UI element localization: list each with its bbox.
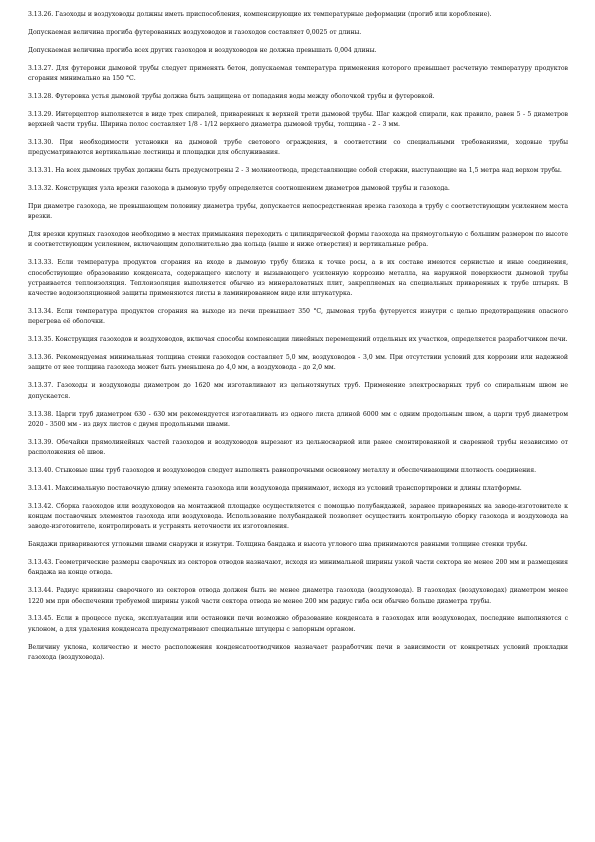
paragraph: 3.13.40. Стыковые швы труб газоходов и воздуховодов следует выполнять равнопрочными основному металлу и обеспечивающими плотность соединения. <box>28 466 537 474</box>
paragraph: Допускаемая величина прогиба футерованных воздуховодов и газоходов составляет 0,0025 от длины. <box>28 28 362 36</box>
paragraph: 3.13.33. Если температура продуктов сгорания на входе в дымовую трубу близка к точке росы, а в их составе имеются сернистые и иные соединения, способствующие образованию конденсата, содержащего кислоту и вызывающего усиленную коррозию металла, на наружной поверхности дымовой трубы устраивается теплоизоляция. Теплоизоляция выполняется обычно из минераловатных плит, закрепляемых на специальных приваренных к трубе штырях. В качестве водоизоляционной защиты применяются листы в ламинированном виде или штукатурка. <box>28 259 568 298</box>
paragraph: Для врезки крупных газоходов необходимо в местах примыкания переходить с цилиндрической формы газохода на прямоугольную с большим размером по высоте и соответствующим усилением, включающим дополнительно два кольца (выше и ниже отверстия) и вертикальные ребра. <box>28 231 568 249</box>
paragraph: 3.13.27. Для футеровки дымовой трубы следует применять бетон, допускаемая температура применения которого превышает расчетную температуру продуктов сгорания минимально на 150 °С. <box>28 64 568 82</box>
paragraph: 3.13.36. Рекомендуемая минимальная толщина стенки газоходов составляет 5,0 мм, воздуховодов - 3,0 мм. При отсутствии условий для коррозии или надежной защите от нее толщина газохода может быть уменьшена до 4,0 мм, а воздуховода - до 2,0 мм. <box>28 354 568 372</box>
paragraph: 3.13.26. Газоходы и воздуховоды должны иметь приспособления, компенсирующие их температурные деформации (прогиб или коробление). <box>28 11 492 18</box>
paragraph: 3.13.30. При необходимости установки на дымовой трубе светового ограждения, в соответствии со специальными требованиями, ходовые трубы предусматриваются вертикальные лестницы и площадки для обслуживания. <box>28 138 568 157</box>
paragraph: 3.13.34. Если температура продуктов сгорания на выходе из печи превышает 350 °С, дымовая труба футеруется изнутри с целью предотвращения опасного перегрева её оболочки. <box>28 308 568 326</box>
paragraph: 3.13.32. Конструкция узла врезки газохода в дымовую трубу определяется соотношением диаметров дымовой трубы и газохода. <box>28 185 450 193</box>
paragraph: Величину уклона, количество и место расположения конденсатоотводчиков назначает разработчик печи в зависимости от конкретных условий прокладки газохода (воздуховода). <box>28 643 568 661</box>
paragraph: 3.13.31. На всех дымовых трубах должны быть предусмотрены 2 - 3 молниеотвода, представляющие собой стержни, выступающие на 1,5 метра над верхом трубы. <box>28 167 562 175</box>
paragraph: 3.13.43. Геометрические размеры сварочных из секторов отводов назначают, исходя из минимальной ширины узкой части сектора не менее 200 мм и размещения бандажа на конце отвода. <box>28 559 568 577</box>
paragraph: 3.13.29. Интерцептор выполняется в виде трех спиралей, приваренных к верхней трети дымовой трубы. Шаг каждой спирали, как правило, равен 5 - 5 диаметров верхней части трубы. Ширина полос составляет 1/8 - 1/12 верхнего диаметра дымовой трубы, толщина - 2 - 3 мм. <box>28 110 568 129</box>
paragraph: Бандажи привариваются угловыми швами снаружи и изнутри. Толщина бандажа и высота углового шва принимаются равными толщине стенки трубы. <box>28 541 528 549</box>
paragraph: 3.13.39. Обечайки прямолинейных частей газоходов и воздуховодов вырезают из цельносварной или ранее смонтированной и сваренной трубы независимо от расположения её швов. <box>28 438 568 456</box>
paragraph: 3.13.37. Газоходы и воздуховоды диаметром до 1620 мм изготавливают из цельнотянутых труб. Применение электросварных труб со спиральным швом не допускается. <box>28 382 568 400</box>
paragraph: 3.13.42. Сборка газоходов или воздуховодов на монтажной площадке осуществляется с помощью полубандажей, заранее приваренных на заводе-изготовителе к концам поставочных элементов газохода или воздуховода. Использование полубандажей позволяет осуществить контрольную сборку газохода и воздуховода на заводе-изготовителе, контролировать и устранять неточности их изготовления. <box>28 502 568 531</box>
paragraph: 3.13.44. Радиус кривизны сварочного из секторов отвода должен быть не менее диаметра газохода (воздуховода). В газоходах (воздуховодах) диаметром менее 1220 мм при обеспечении требуемой ширины узкой части сектора отвода не менее 200 мм радиус гиба оси обычно больше диаметра трубы. <box>28 587 568 605</box>
paragraph: Допускаемая величина прогиба всех других газоходов и воздуховодов не должна превышать 0,004 длины. <box>28 46 377 54</box>
paragraph: 3.13.41. Максимальную поставочную длину элемента газохода или воздуховода принимают, исходя из условий транспортировки и длины платформы. <box>28 484 522 492</box>
document-page <box>28 10 568 671</box>
paragraph: 3.13.45. Если в процессе пуска, эксплуатации или остановки печи возможно образование конденсата в газоходах или воздуховодах, последние выполняются с уклоном, а для удаления конденсата предусматривают специальные штуцеры с запорным органом. <box>28 615 568 633</box>
paragraph: 3.13.28. Футеровка устья дымовой трубы должна быть защищена от попадания воды между оболочкой трубы и футеровкой. <box>28 92 435 100</box>
paragraph: 3.13.38. Царги труб диаметром 630 - 630 мм рекомендуется изготавливать из одного листа длиной 6000 мм с одним продольным швом, а царги труб диаметром 2020 - 3500 мм - из двух листов с двумя продольными швами. <box>28 410 568 428</box>
paragraph: 3.13.35. Конструкция газоходов и воздуховодов, включая способы компенсации линейных перемещений отдельных их участков, определяется разработчиком печи. <box>28 336 568 344</box>
paragraph: При диаметре газохода, не превышающем половину диаметра трубы, допускается непосредственная врезка газохода в трубу с соответствующим усилением места врезки. <box>28 202 568 221</box>
